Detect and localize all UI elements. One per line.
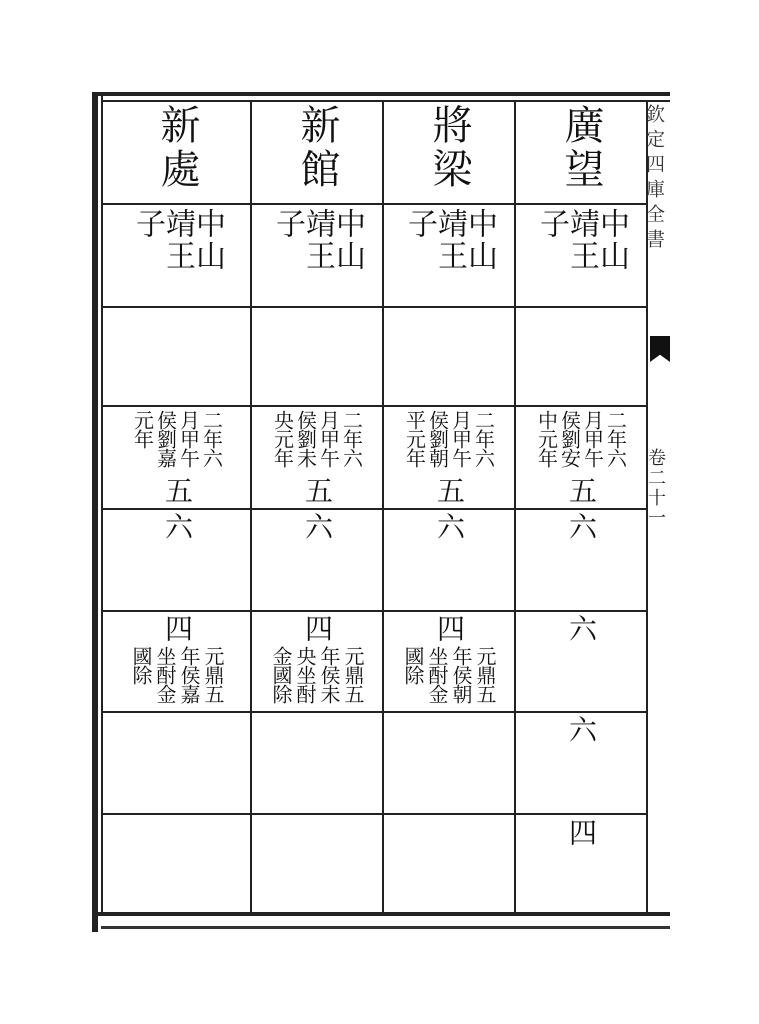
table-cell-title bbox=[252, 104, 382, 202]
ruler-text-line: 靖王 bbox=[432, 208, 467, 272]
year-number: 五 bbox=[301, 476, 334, 504]
year-number: 四 bbox=[301, 614, 334, 642]
note-text-line: 元鼎五 bbox=[473, 646, 497, 703]
year-number: 四 bbox=[161, 614, 194, 642]
frame-border-bottom-outer bbox=[101, 926, 670, 929]
note-text-line: 侯劉安 bbox=[557, 410, 582, 467]
year-number: 四 bbox=[565, 818, 598, 846]
note-text-line: 二年六 bbox=[199, 410, 224, 467]
note-text-line: 二年六 bbox=[603, 410, 628, 467]
table-cell-ruler bbox=[516, 208, 646, 304]
fishtail-mark-line bbox=[650, 336, 670, 338]
year-number: 六 bbox=[565, 512, 598, 540]
note-text-line: 國除 bbox=[129, 646, 153, 684]
note-text-line: 月甲午 bbox=[316, 410, 341, 467]
ruler-text-line: 子 bbox=[270, 208, 305, 240]
table-cell-ruler bbox=[104, 208, 250, 304]
note-text-line: 坐酎金 bbox=[425, 646, 449, 703]
ruler-text-line: 中山 bbox=[330, 208, 365, 272]
ruler-text-line: 靖王 bbox=[300, 208, 335, 272]
frame-border-top-inner bbox=[101, 100, 670, 102]
year-number: 六 bbox=[565, 614, 598, 642]
table-cell-note bbox=[104, 410, 250, 474]
table-cell-r7 bbox=[516, 715, 646, 745]
year-number: 六 bbox=[565, 715, 598, 743]
table-cell-note bbox=[516, 410, 646, 474]
ruler-text-line: 靖王 bbox=[564, 208, 599, 272]
row-divider bbox=[103, 405, 646, 407]
table-cell-r6-note bbox=[252, 646, 382, 708]
note-text-line: 月甲午 bbox=[176, 410, 201, 467]
ruler-text-line: 子 bbox=[130, 208, 165, 240]
note-text-line: 央坐酎 bbox=[293, 646, 317, 703]
ruler-text-line: 子 bbox=[402, 208, 437, 240]
note-text-line: 侯劉嘉 bbox=[153, 410, 178, 467]
column-title: 新處 bbox=[154, 104, 200, 192]
table-cell-year-mark bbox=[252, 476, 382, 506]
ruler-text-line: 中山 bbox=[190, 208, 225, 272]
note-text-line: 元年 bbox=[130, 410, 155, 448]
year-number: 四 bbox=[433, 614, 466, 642]
note-text-line: 月甲午 bbox=[448, 410, 473, 467]
table-cell-r6-note bbox=[384, 646, 514, 708]
note-text-line: 年侯嘉 bbox=[177, 646, 201, 703]
table-cell-r8 bbox=[516, 818, 646, 848]
table-cell-r6-note bbox=[104, 646, 250, 708]
row-divider bbox=[103, 508, 646, 510]
row-divider bbox=[103, 813, 646, 815]
table-cell-ruler bbox=[384, 208, 514, 304]
fishtail-mark bbox=[650, 338, 670, 362]
table-cell-ruler bbox=[252, 208, 382, 304]
year-number: 五 bbox=[433, 476, 466, 504]
row-divider bbox=[103, 610, 646, 612]
frame-border-top bbox=[92, 92, 670, 96]
frame-border-left-inner bbox=[101, 92, 103, 916]
note-text-line: 央元年 bbox=[270, 410, 295, 467]
table-cell-note bbox=[384, 410, 514, 474]
note-text-line: 國除 bbox=[401, 646, 425, 684]
note-text-line: 坐酎金 bbox=[153, 646, 177, 703]
ruler-text-line: 中山 bbox=[462, 208, 497, 272]
frame-border-left bbox=[92, 92, 98, 932]
row-divider bbox=[103, 306, 646, 308]
table-cell-title bbox=[384, 104, 514, 202]
year-number: 六 bbox=[161, 512, 194, 540]
table-cell-year-mark bbox=[516, 476, 646, 506]
note-text-line: 元鼎五 bbox=[201, 646, 225, 703]
row-divider bbox=[103, 711, 646, 713]
gutter-volume-number: 卷二十一 bbox=[645, 448, 666, 528]
table-cell-year-mark bbox=[384, 476, 514, 506]
table-cell-title bbox=[516, 104, 646, 202]
year-number: 六 bbox=[301, 512, 334, 540]
column-title: 新館 bbox=[294, 104, 340, 192]
note-text-line: 二年六 bbox=[339, 410, 364, 467]
year-number: 五 bbox=[565, 476, 598, 504]
ruler-text-line: 靖王 bbox=[160, 208, 195, 272]
note-text-line: 平元年 bbox=[402, 410, 427, 467]
note-text-line: 年侯朝 bbox=[449, 646, 473, 703]
table-cell-r5 bbox=[384, 512, 514, 542]
note-text-line: 中元年 bbox=[534, 410, 559, 467]
column-title: 廣望 bbox=[558, 104, 604, 192]
note-text-line: 二年六 bbox=[471, 410, 496, 467]
table-cell-r5 bbox=[516, 512, 646, 542]
note-text-line: 金國除 bbox=[269, 646, 293, 703]
year-number: 五 bbox=[161, 476, 194, 504]
table-cell-r6 bbox=[104, 614, 250, 644]
frame-border-bottom bbox=[92, 912, 670, 916]
note-text-line: 月甲午 bbox=[580, 410, 605, 467]
year-number: 六 bbox=[433, 512, 466, 540]
table-cell-year-mark bbox=[104, 476, 250, 506]
table-cell-r5 bbox=[104, 512, 250, 542]
note-text-line: 侯劉朝 bbox=[425, 410, 450, 467]
table-cell-r6 bbox=[384, 614, 514, 644]
table-cell-title bbox=[104, 104, 250, 202]
note-text-line: 元鼎五 bbox=[341, 646, 365, 703]
table-cell-r6 bbox=[516, 614, 646, 644]
table-cell-note bbox=[252, 410, 382, 474]
note-text-line: 侯劉未 bbox=[293, 410, 318, 467]
table-cell-r6 bbox=[252, 614, 382, 644]
gutter-book-title: 欽定四庫全書 bbox=[643, 104, 665, 254]
column-title: 將梁 bbox=[426, 104, 472, 192]
note-text-line: 年侯未 bbox=[317, 646, 341, 703]
row-divider bbox=[103, 203, 646, 205]
ruler-text-line: 中山 bbox=[594, 208, 629, 272]
ruler-text-line: 子 bbox=[534, 208, 569, 240]
table-cell-r5 bbox=[252, 512, 382, 542]
